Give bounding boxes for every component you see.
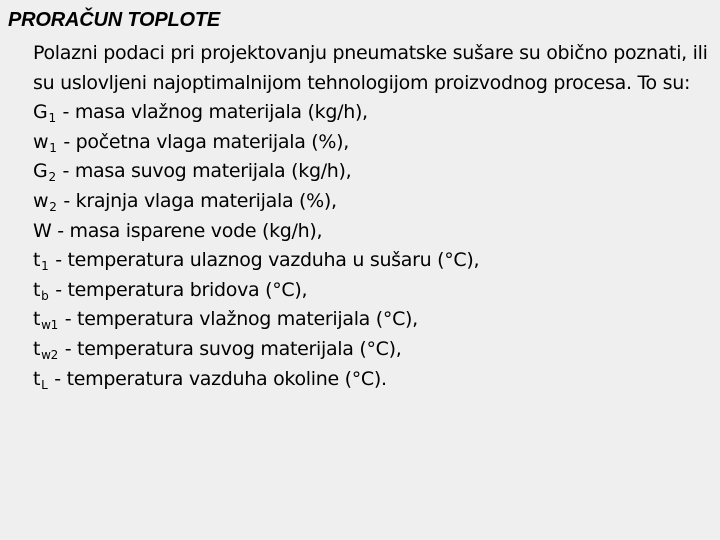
parameter-description: - temperatura suvog materijala (°C), bbox=[59, 337, 402, 360]
parameter-list bbox=[33, 98, 713, 394]
parameter-description: - masa suvog materijala (kg/h), bbox=[56, 160, 352, 183]
parameter-description: - temperatura vlažnog materijala (°C), bbox=[59, 308, 418, 331]
parameter-subscript: 2 bbox=[48, 170, 56, 185]
parameter-item-tw2 bbox=[33, 335, 713, 365]
parameter-description: - krajnja vlaga materijala (%), bbox=[57, 189, 337, 212]
parameter-item-tw1 bbox=[33, 305, 713, 335]
parameter-symbol: t bbox=[33, 367, 41, 390]
parameter-symbol: t bbox=[33, 249, 41, 272]
parameter-item-tb bbox=[33, 276, 713, 306]
parameter-description: - masa vlažnog materijala (kg/h), bbox=[56, 101, 368, 124]
parameter-item-w2 bbox=[33, 187, 713, 217]
parameter-subscript: w1 bbox=[41, 318, 59, 333]
parameter-description: - početna vlaga materijala (%), bbox=[57, 130, 350, 153]
parameter-item-tl bbox=[33, 365, 713, 395]
parameter-symbol: w bbox=[33, 189, 49, 212]
slide-title: PRORAČUN TOPLOTE bbox=[8, 9, 220, 31]
parameter-item-w1 bbox=[33, 128, 713, 158]
parameter-item-t1 bbox=[33, 246, 713, 276]
parameter-symbol: t bbox=[33, 278, 41, 301]
parameter-description: - temperatura bridova (°C), bbox=[49, 278, 308, 301]
parameter-subscript: 2 bbox=[49, 199, 57, 214]
parameter-symbol: G bbox=[33, 101, 48, 124]
parameter-description: - temperatura vazduha okoline (°C). bbox=[48, 367, 387, 390]
parameter-item-g2 bbox=[33, 157, 713, 187]
parameter-subscript: L bbox=[41, 377, 48, 392]
parameter-subscript: b bbox=[41, 288, 49, 303]
slide-body bbox=[33, 39, 713, 394]
parameter-subscript: 1 bbox=[49, 140, 57, 155]
parameter-symbol: t bbox=[33, 337, 41, 360]
parameter-subscript: 1 bbox=[41, 259, 49, 274]
parameter-symbol: G bbox=[33, 160, 48, 183]
intro-paragraph: Polazni podaci pri projektovanju pneumatske sušare su obično poznati, ili su uslovljeni najoptimalnijom tehnologijom proizvodnog procesa. To su: bbox=[33, 42, 708, 94]
parameter-description: - masa isparene vode (kg/h), bbox=[51, 219, 323, 242]
parameter-item-w bbox=[33, 217, 713, 247]
parameter-symbol: w bbox=[33, 130, 49, 153]
parameter-symbol: t bbox=[33, 308, 41, 331]
parameter-description: - temperatura ulaznog vazduha u sušaru (°C), bbox=[49, 249, 480, 272]
parameter-subscript: 1 bbox=[48, 111, 56, 126]
parameter-symbol: W bbox=[33, 219, 52, 242]
parameter-subscript: w2 bbox=[41, 347, 59, 362]
parameter-item-g1 bbox=[33, 98, 713, 128]
